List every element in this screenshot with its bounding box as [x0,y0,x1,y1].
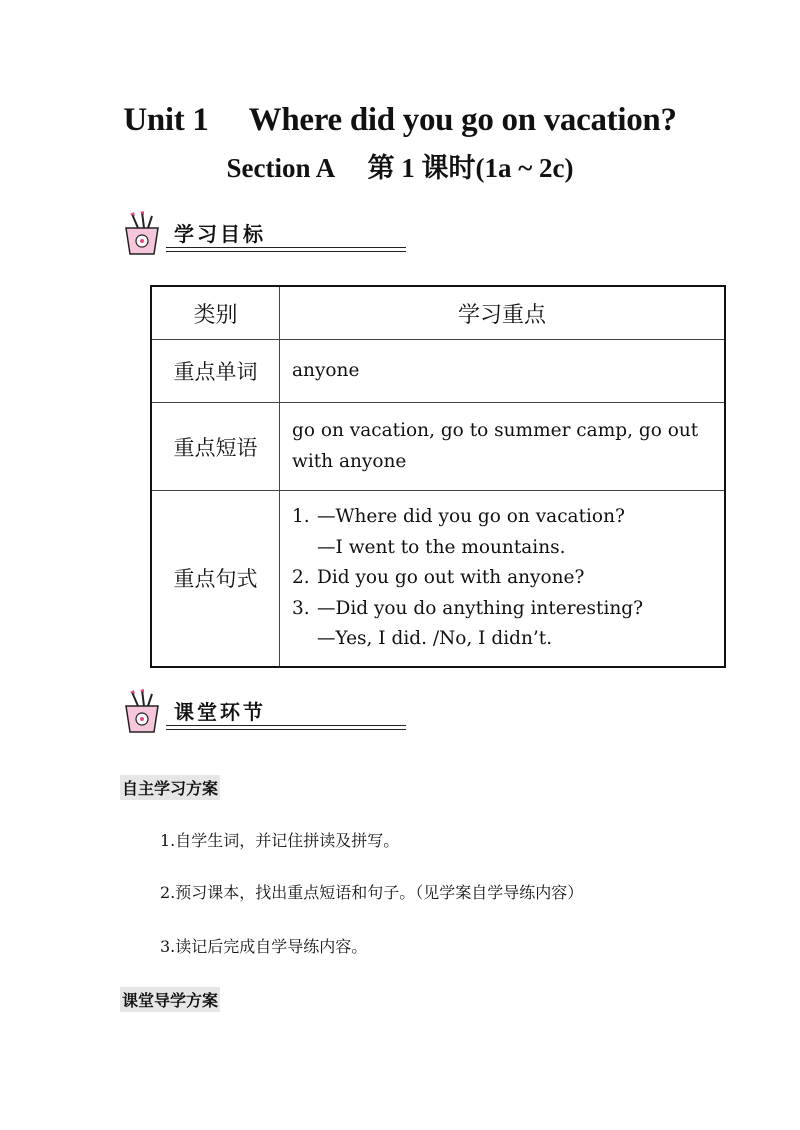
content-line: with anyone [292,450,407,472]
header-underline [166,251,406,252]
sentence-text: —Did you do anything interesting? [317,597,644,619]
sentence-text: —Where did you go on vacation? [317,506,625,527]
step-item: 2.预习课本，找出重点短语和句子。（见学案自学导练内容） [160,883,584,902]
sentence-line [292,533,714,564]
content-cell [280,403,726,491]
goals-section-header [118,210,298,260]
guided-study-title: 课堂导学方案 [120,987,220,1012]
sentence-number: 2. [292,567,310,588]
header-underline [166,729,406,730]
header-underline [166,725,406,726]
content-line: anyone [292,359,360,381]
sentence-line [292,502,714,533]
class-section-label: 课堂环节 [174,700,266,724]
step-item: 1.自学生词，并记住拼读及拼写。 [160,831,400,850]
sentence-text: Did you go out with anyone? [317,567,585,588]
lesson-title: Unit 1 Where did you go on vacation? [123,102,677,138]
content-line: go on vacation, go to summer camp, go out [292,420,699,441]
table-header-row [151,286,725,340]
header-underline [166,247,406,248]
sentence-line [292,563,714,594]
self-study-title: 自主学习方案 [120,775,220,800]
goals-section-label: 学习目标 [174,222,266,246]
pink-pencil-cup-icon [118,210,166,258]
category-cell: 重点单词 [151,340,280,403]
column-header-focus: 学习重点 [280,286,726,340]
category-cell: 重点短语 [151,403,280,491]
sentence-line [292,594,714,625]
sentence-line [292,624,714,655]
table-row [151,403,725,491]
lesson-subtitle: Section A 第 1 课时(1a ~ 2c) [226,153,574,183]
table-row [151,340,725,403]
sentence-text: —I went to the mountains. [317,536,566,558]
table-row [151,491,725,667]
step-item: 3.读记后完成自学导练内容。 [160,937,368,956]
column-header-category: 类别 [151,286,280,340]
class-section-header [118,688,298,738]
learning-goals-table [150,285,726,668]
sentence-number: 1. [292,506,310,527]
content-cell [280,340,726,403]
pink-pencil-cup-icon [118,688,166,736]
sentence-text: —Yes, I did. /No, I didn’t. [317,628,553,649]
category-cell: 重点句式 [151,491,280,667]
content-cell [280,491,726,667]
sentence-number: 3. [292,597,310,619]
